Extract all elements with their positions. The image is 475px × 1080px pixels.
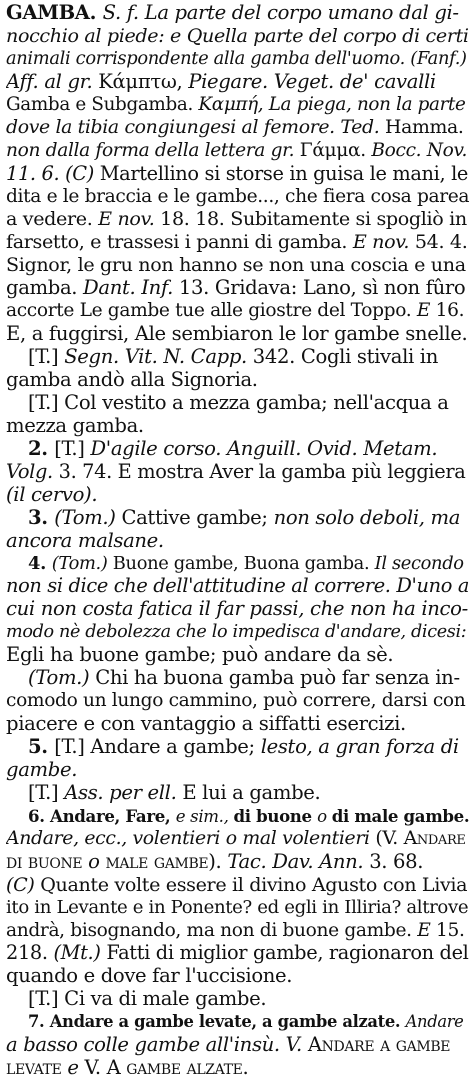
text-run: (il cervo). [6, 483, 98, 506]
text-run: animali corrispondente alla gamba dell'uomo. (Fanf.) [6, 47, 467, 69]
text-run: male gambe [105, 850, 209, 873]
text-line [6, 874, 469, 897]
text-run: Fatti di miglior gambe, ragionaron del [106, 942, 469, 965]
text-run: Cattive gambe; [121, 506, 274, 529]
text-run: Γάμμα. [299, 139, 372, 161]
text-line [6, 25, 469, 48]
text-run: E nov. [352, 231, 415, 254]
text-run: lesto, a gran forza di [260, 736, 459, 758]
text-run: 4. [28, 552, 52, 574]
text-line [6, 988, 469, 1011]
text-run: Il secondo [374, 552, 464, 574]
text-line [6, 300, 469, 323]
text-run: farsetto, e trassesi i panni di gamba. [6, 231, 353, 254]
text-run: o [88, 850, 106, 873]
text-run: 7. Andare a gambe levate, a gambe alzate. [28, 1012, 406, 1032]
text-line [6, 140, 469, 163]
text-run: a vedere. [6, 208, 99, 231]
text-line [6, 553, 469, 576]
text-run: 218. [6, 942, 54, 965]
text-run: Ass. per ell. [64, 781, 183, 804]
text-run: di male gambe. [331, 805, 469, 826]
text-line [6, 186, 469, 209]
text-run: Dant. Inf. [83, 277, 179, 300]
text-run: Aff. al gr. [6, 70, 99, 93]
text-run: dita e le braccia e le gambe..., che fiera cosa parea [6, 185, 469, 207]
text-line [6, 484, 469, 507]
text-line [6, 782, 469, 805]
text-line [6, 507, 469, 530]
text-line [6, 117, 469, 140]
text-line [6, 415, 469, 438]
text-line [6, 1034, 469, 1057]
text-run: Chi ha buona gamba può far senza in- [95, 667, 460, 690]
text-run: Piegare. Veget. de' cavalli [188, 70, 436, 93]
text-run: di buone [6, 850, 89, 873]
text-run: andrà, bisognando, ma non di buone gambe. [6, 919, 418, 941]
text-line [6, 163, 469, 186]
text-run: nocchio al piede: e Quella parte del corpo di certi [6, 24, 469, 47]
text-run: Andare [403, 827, 466, 849]
text-run: 6. Andare, Fare, [28, 805, 176, 826]
text-line [6, 805, 469, 828]
text-line [6, 920, 469, 943]
text-line [6, 828, 469, 851]
text-run: cui non costa fatica il far passi, che non ha inco- [6, 598, 468, 621]
text-run: (Tom.) [28, 667, 96, 690]
text-line [6, 575, 469, 598]
text-run: E, a fuggirsi, Ale sembiaron le lor gambe snelle. [6, 323, 468, 346]
text-run: Signor, le gru non hanno se non una coscia e una [6, 254, 466, 277]
text-run: Hamma. [385, 116, 464, 138]
text-run: 18. 18. Subitamente si spogliò in [160, 208, 467, 231]
text-line [6, 667, 469, 690]
text-run: Egli ha buone gambe; può andare da sè. [6, 644, 394, 667]
text-line [6, 461, 469, 484]
text-run: gamba andò alla Signoria. [6, 369, 258, 391]
text-run: GAMBA. [6, 2, 103, 24]
text-run: ). [208, 850, 228, 873]
text-run: 11. 6. (C) [6, 162, 100, 185]
text-run: 3. [28, 506, 55, 529]
text-line [6, 392, 469, 415]
text-run: Καμπή, La piega, non la parte [198, 93, 466, 115]
text-line [6, 254, 469, 277]
text-line [6, 1057, 469, 1080]
text-run: (Tom.) [54, 506, 122, 529]
text-run: e sim., [175, 806, 234, 826]
text-line [6, 759, 469, 782]
text-line [6, 231, 469, 254]
text-line [6, 438, 469, 461]
text-run: E lui a gambe. [182, 781, 321, 804]
text-run: Andare, ecc., volentieri o mal volentieri [6, 827, 376, 849]
text-run: 16. [435, 300, 465, 322]
text-line [6, 644, 469, 667]
text-run: 2. [28, 437, 55, 460]
text-run: [T.] [28, 781, 65, 804]
text-run: [T.] [28, 346, 65, 369]
text-run: E nov. [98, 208, 161, 231]
text-run: E [417, 919, 437, 941]
text-run: piacere e con vantaggio a siffatti esercizi. [6, 713, 406, 736]
text-run: accorte Le gambe tue alle giostre del Toppo. [6, 300, 417, 322]
text-run: Gamba e Subgamba. [6, 93, 199, 115]
text-run: 3. 68. [369, 850, 424, 873]
text-run: non dalla forma della lettera gr. [6, 139, 300, 161]
text-run: ito in Levante e in Ponente? ed egli in Illiria? altrove [6, 896, 469, 918]
text-line [6, 965, 469, 988]
text-run: e [67, 1057, 85, 1080]
text-line [6, 690, 469, 713]
text-run: [T.] [54, 437, 91, 460]
text-run: o [317, 806, 332, 826]
text-line [6, 277, 469, 300]
text-line [6, 48, 469, 71]
text-line [6, 323, 469, 346]
text-run: 342. Cogli stivali in [252, 346, 438, 369]
text-run: comodo un lungo cammino, può correre, darsi con [6, 690, 466, 712]
text-run: E [416, 300, 436, 322]
text-run: gambe. [6, 758, 78, 781]
text-run: mezza gamba. [6, 414, 144, 437]
text-run: Volg. [6, 460, 59, 483]
text-run: 5. [28, 736, 55, 758]
text-run: 3. 74. E mostra Aver la gamba più leggiera [58, 460, 466, 483]
text-line [6, 942, 469, 965]
text-run: Κάμπτω, [98, 70, 189, 93]
text-run: [T.] Ci va di male gambe. [28, 988, 267, 1011]
text-line [6, 621, 469, 644]
text-run: gamba. [6, 277, 84, 300]
text-run: (V. [375, 827, 404, 849]
text-run: (Mt.) [53, 942, 107, 965]
text-run: quando e dove far l'uccisione. [6, 965, 293, 988]
text-run: S. f. La parte del corpo umano dal gi- [102, 2, 459, 24]
text-run: 54. 4. [414, 231, 468, 254]
text-run: (C) [6, 873, 41, 896]
text-run: 13. Gridava: Lano, sì non fûro [178, 277, 466, 300]
text-run: ancora malsane. [6, 529, 164, 552]
text-line [6, 369, 469, 392]
text-line [6, 851, 469, 874]
text-line [6, 1011, 469, 1034]
text-line [6, 71, 469, 94]
text-run: D'agile corso. Anguill. Ovid. Metam. [90, 437, 438, 460]
text-run: [T.] Andare a gambe; [54, 736, 261, 758]
text-line [6, 598, 469, 621]
text-run: Andare [405, 1012, 464, 1032]
text-run: Andare a gambe [307, 1034, 451, 1057]
text-run: Buone gambe, Buona gamba. [112, 552, 375, 574]
text-run: 15. [436, 919, 465, 941]
text-run: di buone [233, 805, 318, 826]
text-run: dove la tibia congiungesi al femore. Ted. [6, 116, 385, 138]
text-line [6, 208, 469, 231]
text-run: A gambe alzate. [106, 1057, 249, 1080]
text-line [6, 530, 469, 553]
text-line [6, 713, 469, 736]
text-run: Martellino si storse in guisa le mani, le [99, 162, 469, 185]
text-run: [T.] Col vestito a mezza gamba; nell'acqua a [28, 391, 449, 414]
text-run: a basso colle gambe all'insù. V. [6, 1034, 308, 1057]
text-run: Tac. Dav. Ann. [227, 850, 370, 873]
text-line [6, 2, 469, 25]
text-line [6, 897, 469, 920]
text-run: levate [6, 1057, 68, 1080]
text-line [6, 736, 469, 759]
text-run: Quante volte essere il divino Agusto con Livia [40, 873, 468, 896]
text-line [6, 94, 469, 117]
text-run: Segn. Vit. N. Capp. [64, 346, 253, 369]
dictionary-entry [6, 2, 469, 1080]
text-line [6, 346, 469, 369]
text-run: non solo deboli, ma [273, 506, 461, 529]
text-run: non si dice che dell'attitudine al correre. D'uno a [6, 575, 469, 598]
text-run: (Tom.) [51, 552, 113, 574]
text-run: Bocc. Nov. [371, 139, 468, 161]
text-run: V. [84, 1057, 107, 1080]
text-run: modo nè debolezza che lo impedisca d'andare, dicesi: [6, 622, 467, 643]
